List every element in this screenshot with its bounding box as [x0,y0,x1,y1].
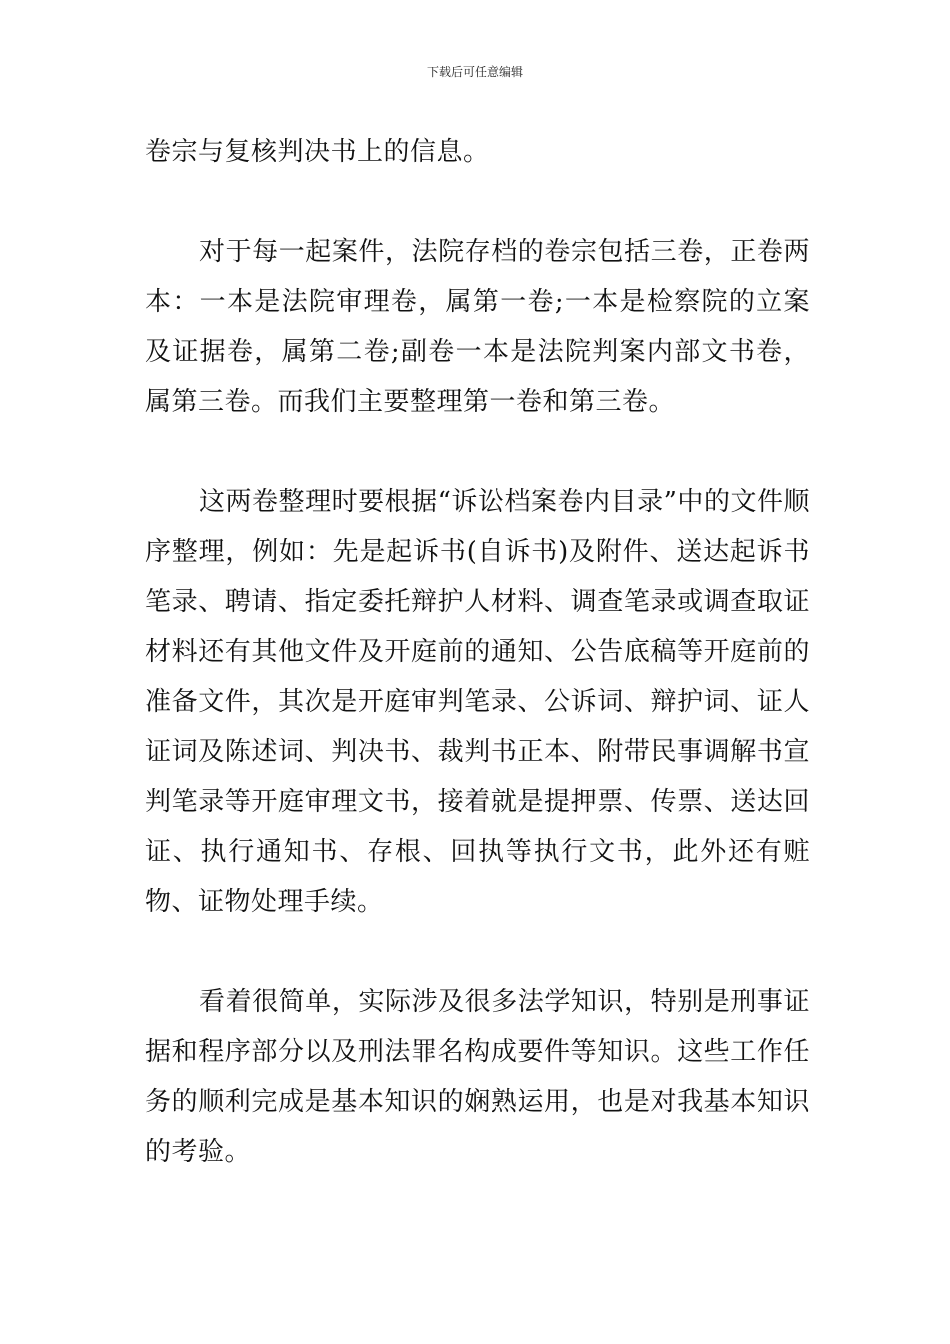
paragraph-3: 这两卷整理时要根据“诉讼档案卷内目录”中的文件顺序整理，例如：先是起诉书(自诉书)及附件、送达起诉书笔录、聘请、指定委托辩护人材料、调查笔录或调查取证材料还有其他文件及开庭前的通知、公告底稿等开庭前的准备文件，其次是开庭审判笔录、公诉词、辩护词、证人证词及陈述词、判决书、裁判书正本、附带民事调解书宣判笔录等开庭审理文书，接着就是提押票、传票、送达回证、执行通知书、存根、回执等执行文书，此外还有赃物、证物处理手续。 [145,487,810,917]
page-header: 下载后可任意编辑 [426,65,523,79]
paragraph-1: 卷宗与复核判决书上的信息。 [145,137,490,167]
paragraph-2: 对于每一起案件，法院存档的卷宗包括三卷，正卷两本：一本是法院审理卷，属第一卷;一本是检察院的立案及证据卷，属第二卷;副卷一本是法院判案内部文书卷，属第三卷。而我们主要整理第一卷和第三卷。 [145,237,810,417]
paragraph-gap [145,927,810,977]
paragraph-4: 看着很简单，实际涉及很多法学知识，特别是刑事证据和程序部分以及刑法罪名构成要件等知识。这些工作任务的顺利完成是基本知识的娴熟运用，也是对我基本知识的考验。 [145,987,810,1167]
paragraph-gap [145,177,810,227]
document-body [145,127,810,1177]
paragraph-gap [145,427,810,477]
